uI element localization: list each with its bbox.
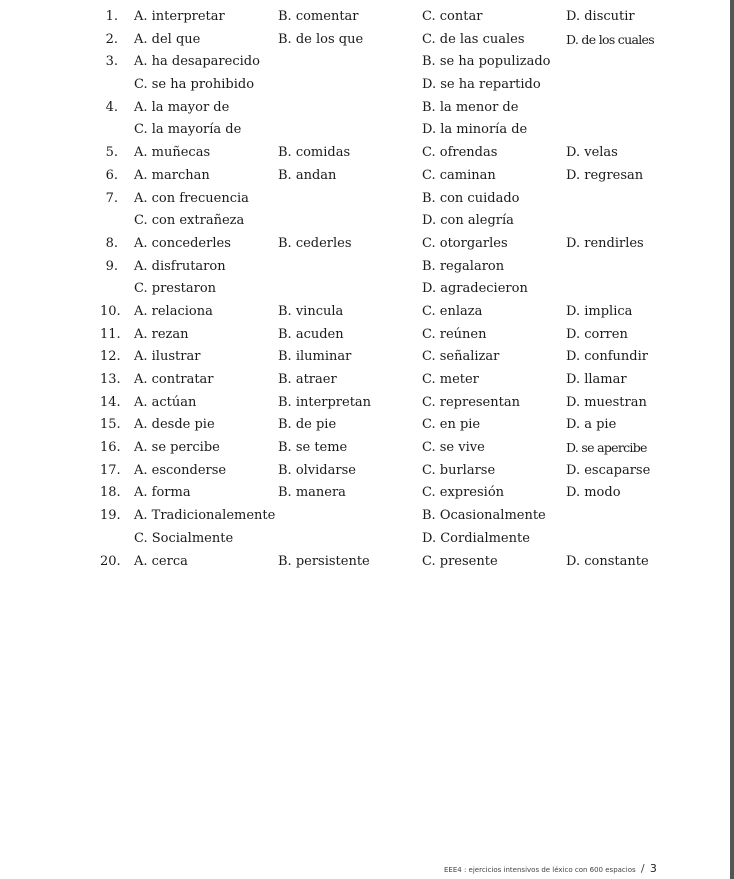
question-row [100,505,710,528]
option-d: D. con alegría [422,213,514,229]
option-a: A. ha desaparecido [134,54,260,70]
question-row [100,29,710,52]
question-row [100,165,710,188]
page-number: 3 [649,862,657,875]
question-number: 18. [100,485,121,501]
option-b: B. atraer [278,372,337,387]
option-d: D. a pie [566,417,617,433]
question-row [100,392,710,415]
option-a: A. forma [134,485,191,501]
question-row [100,482,710,505]
option-a: A. contratar [134,372,214,387]
option-c: C. reúnen [422,326,487,342]
option-a: A. muñecas [134,145,211,161]
question-row [100,233,710,256]
question-row [100,324,710,347]
option-c: C. señalizar [422,349,500,365]
question-number: 15. [100,417,121,433]
option-c: C. Socialmente [134,530,234,546]
option-d: D. regresan [566,167,644,183]
option-a: A. disfrutaron [134,258,226,274]
question-row-continuation [100,119,710,142]
option-a: A. rezan [134,326,189,342]
question-row-continuation [100,528,710,551]
option-d: D. escaparse [566,462,651,478]
question-row [100,369,710,392]
option-d: D. rendirles [566,235,644,251]
question-number: 7. [105,190,118,206]
question-number: 6. [105,167,118,183]
option-d: D. corren [566,326,628,342]
option-c: C. expresión [422,485,505,501]
option-a: A. Tradicionalemente [134,508,276,524]
option-b: B. Ocasionalmente [422,508,546,524]
question-number: 2. [105,31,118,47]
option-d: D. de los cuales [566,31,654,47]
option-c: C. con extrañeza [134,213,245,229]
option-b: B. regalaron [422,258,505,274]
option-d: D. agradecieron [422,281,528,297]
option-c: C. contar [422,9,483,24]
option-d: D. la minoría de [422,122,528,138]
question-number: 8. [105,235,118,251]
option-a: A. esconderse [134,462,227,478]
option-a: A. actúan [134,394,197,410]
question-number: 5. [105,145,118,161]
option-d: D. muestran [566,394,647,410]
option-d: D. velas [566,145,618,161]
option-b: B. olvidarse [278,462,356,478]
option-b: B. andan [278,167,337,183]
question-row [100,142,710,165]
question-number: 3. [105,54,118,70]
answer-options-list [100,6,710,573]
option-d: D. discutir [566,9,635,24]
question-row [100,460,710,483]
option-b: B. de pie [278,417,337,433]
option-b: B. comentar [278,9,359,24]
option-a: A. del que [134,31,201,47]
question-number: 12. [100,349,121,365]
option-b: B. interpretan [278,394,372,410]
option-c: C. presente [422,553,498,569]
page-edge-bar [730,0,734,879]
question-row [100,301,710,324]
question-row [100,188,710,211]
option-c: C. ofrendas [422,145,498,161]
question-row-continuation [100,74,710,97]
option-c: C. burlarse [422,462,496,478]
question-number: 11. [100,326,121,342]
page-footer [444,862,657,877]
question-row [100,256,710,279]
question-number: 1. [105,9,118,24]
question-row [100,97,710,120]
question-row-continuation [100,210,710,233]
option-c: C. prestaron [134,281,217,297]
option-b: B. vincula [278,303,344,319]
option-b: B. de los que [278,31,364,47]
option-c: C. se vive [422,440,485,456]
option-b: B. manera [278,485,346,501]
option-c: C. representan [422,394,520,410]
option-d: D. se ha repartido [422,77,541,93]
option-d: D. confundir [566,349,648,365]
option-b: B. se ha populizado [422,54,551,70]
option-b: B. cederles [278,235,352,251]
footer-separator: / [640,862,645,875]
question-number: 13. [100,372,121,387]
option-a: A. cerca [134,553,188,569]
option-b: B. con cuidado [422,190,520,206]
option-a: A. con frecuencia [134,190,249,206]
question-row-continuation [100,278,710,301]
option-a: A. concederles [134,235,231,251]
option-a: A. se percibe [134,440,220,456]
option-a: A. marchan [134,167,210,183]
option-d: D. modo [566,485,621,501]
question-number: 9. [105,258,118,274]
question-row [100,437,710,460]
question-number: 16. [100,440,121,456]
option-b: B. se teme [278,440,348,456]
option-d: D. implica [566,303,633,319]
question-number: 14. [100,394,121,410]
option-a: A. interpretar [134,9,225,24]
question-row [100,414,710,437]
option-c: C. se ha prohibido [134,77,255,93]
option-c: C. la mayoría de [134,122,242,138]
question-number: 17. [100,462,121,478]
option-c: C. caminan [422,167,496,183]
option-c: C. otorgarles [422,235,508,251]
question-row [100,551,710,574]
option-a: A. relaciona [134,303,213,319]
option-a: A. la mayor de [134,99,230,115]
option-c: C. de las cuales [422,31,525,47]
question-row [100,51,710,74]
option-a: A. ilustrar [134,349,201,365]
option-d: D. constante [566,553,649,569]
option-d: D. se apercibe [566,440,647,456]
question-number: 20. [100,553,121,569]
question-row [100,346,710,369]
option-b: B. persistente [278,553,370,569]
option-b: B. acuden [278,326,344,342]
question-row [100,6,710,29]
option-d: D. llamar [566,372,627,387]
option-c: C. meter [422,372,479,387]
option-b: B. la menor de [422,99,519,115]
question-number: 19. [100,508,121,524]
option-c: C. en pie [422,417,481,433]
option-c: C. enlaza [422,303,483,319]
option-a: A. desde pie [134,417,215,433]
footer-title: EEE4 : ejercicios intensivos de léxico con 600 espacios [444,866,636,874]
option-b: B. comidas [278,145,351,161]
question-number: 10. [100,303,121,319]
option-d: D. Cordialmente [422,530,530,546]
option-b: B. iluminar [278,349,352,365]
question-number: 4. [105,99,118,115]
